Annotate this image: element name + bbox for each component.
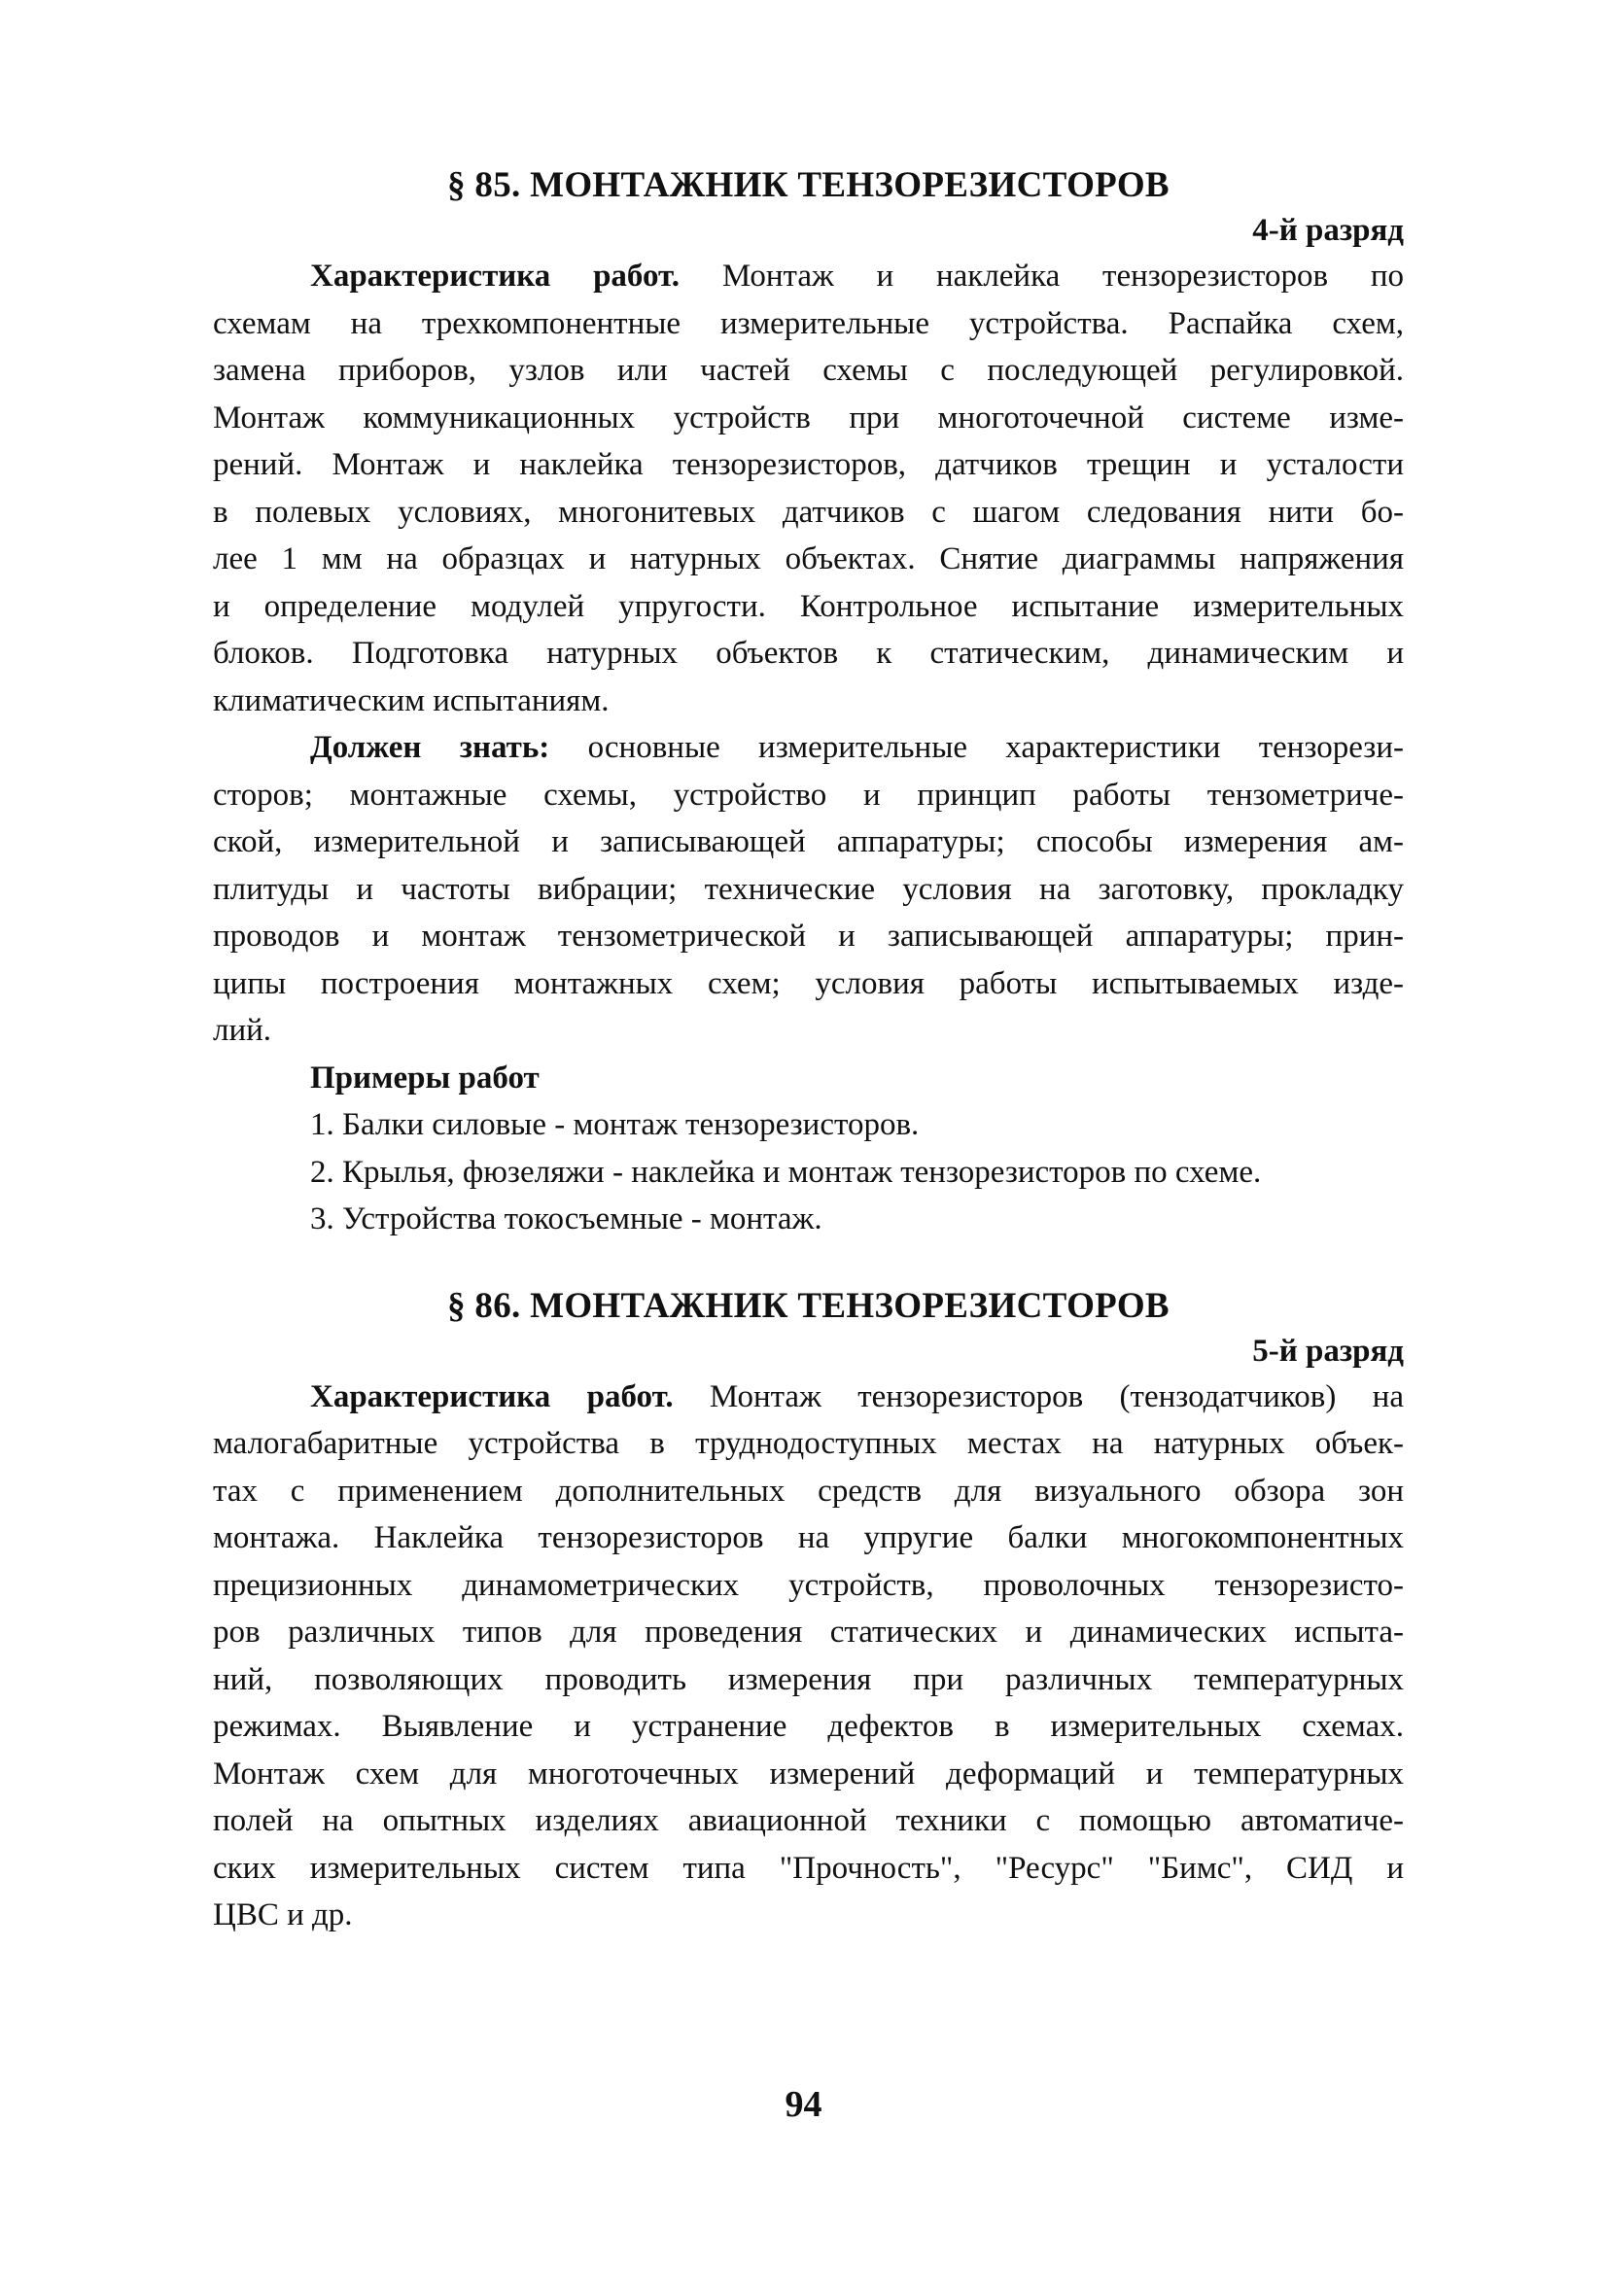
section-85-knowledge	[213, 724, 1404, 1055]
text-line: тах с применением дополнительных средств для визуального обзора зон	[213, 1473, 1404, 1509]
text-line: ЦВС и др.	[213, 1897, 353, 1932]
text-line: монтажа. Наклейка тензорезисторов на упругие балки многокомпонентных	[213, 1520, 1404, 1555]
text-line: полей на опытных изделиях авиационной техники с помощью автоматиче-	[213, 1803, 1404, 1838]
text-line: малогабаритные устройства в труднодоступных местах на натурных объек-	[213, 1426, 1404, 1461]
text-line: схемам на трехкомпонентные измерительные устройства. Распайка схем,	[213, 305, 1404, 341]
section-85-characteristics	[213, 253, 1404, 724]
example-item: 1. Балки силовые - монтаж тензорезисторов.	[310, 1107, 920, 1142]
text-line: лий.	[213, 1013, 272, 1048]
text-line: ров различных типов для проведения статических и динамических испыта-	[213, 1615, 1404, 1650]
text-line: лее 1 мм на образцах и натурных объектах. Снятие диаграммы напряжения	[213, 541, 1404, 576]
text-line: сторов; монтажные схемы, устройство и принцип работы тензометриче-	[213, 777, 1404, 813]
page-number: 94	[785, 2084, 822, 2125]
text-line: климатическим испытаниям.	[213, 682, 610, 718]
text-line: Характеристика работ. Монтаж и наклейка тензорезисторов по	[310, 259, 1404, 294]
characteristics-label: Характеристика работ.	[310, 259, 681, 294]
examples-heading: Примеры работ	[310, 1060, 540, 1096]
characteristics-label: Характеристика работ.	[310, 1378, 674, 1414]
section-85-rank: 4-й разряд	[1252, 213, 1404, 248]
example-item: 3. Устройства токосъемные - монтаж.	[310, 1201, 822, 1236]
knowledge-label: Должен знать:	[310, 730, 550, 765]
section-spacer	[213, 1243, 1404, 1284]
text-line: блоков. Подготовка натурных объектов к статическим, динамическим и	[213, 636, 1404, 671]
text-line: ских измерительных систем типа "Прочность", "Ресурс" "Бимс", СИД и	[213, 1850, 1404, 1886]
example-item: 2. Крылья, фюзеляжи - наклейка и монтаж тензорезисторов по схеме.	[310, 1154, 1262, 1190]
section-86-characteristics	[213, 1374, 1404, 1939]
text-line: режимах. Выявление и устранение дефектов в измерительных схемах.	[213, 1709, 1404, 1744]
text-line: плитуды и частоты вибрации; технические условия на заготовку, прокладку	[213, 871, 1404, 907]
text-line: и определение модулей упругости. Контрольное испытание измерительных	[213, 588, 1404, 624]
text-line: Должен знать: основные измерительные характеристики тензорези-	[310, 730, 1404, 765]
section-85-title: § 85. МОНТАЖНИК ТЕНЗОРЕЗИСТОРОВ	[447, 165, 1170, 205]
section-86-rank: 5-й разряд	[1252, 1333, 1404, 1369]
text-line: в полевых условиях, многонитевых датчиков с шагом следования нити бо-	[213, 494, 1404, 530]
text-line: Монтаж схем для многоточечных измерений деформаций и температурных	[213, 1756, 1404, 1792]
text-column	[213, 163, 1404, 1939]
text-line: ний, позволяющих проводить измерения при различных температурных	[213, 1661, 1404, 1697]
text-line: Характеристика работ. Монтаж тензорезисторов (тензодатчиков) на	[310, 1378, 1404, 1414]
text-line: ской, измерительной и записывающей аппаратуры; способы измерения ам-	[213, 824, 1404, 859]
text-line: Монтаж коммуникационных устройств при многоточечной системе изме-	[213, 400, 1404, 435]
text-line: ципы построения монтажных схем; условия работы испытываемых изде-	[213, 965, 1404, 1001]
text-line: проводов и монтаж тензометрической и записывающей аппаратуры; прин-	[213, 919, 1404, 954]
section-86-title: § 86. МОНТАЖНИК ТЕНЗОРЕЗИСТОРОВ	[447, 1285, 1170, 1326]
text-line: прецизионных динамометрических устройств, проволочных тензорезисто-	[213, 1567, 1404, 1603]
text-line: замена приборов, узлов или частей схемы с последующей регулировкой.	[213, 353, 1404, 388]
text-line: рений. Монтаж и наклейка тензорезисторов, датчиков трещин и усталости	[213, 447, 1404, 482]
